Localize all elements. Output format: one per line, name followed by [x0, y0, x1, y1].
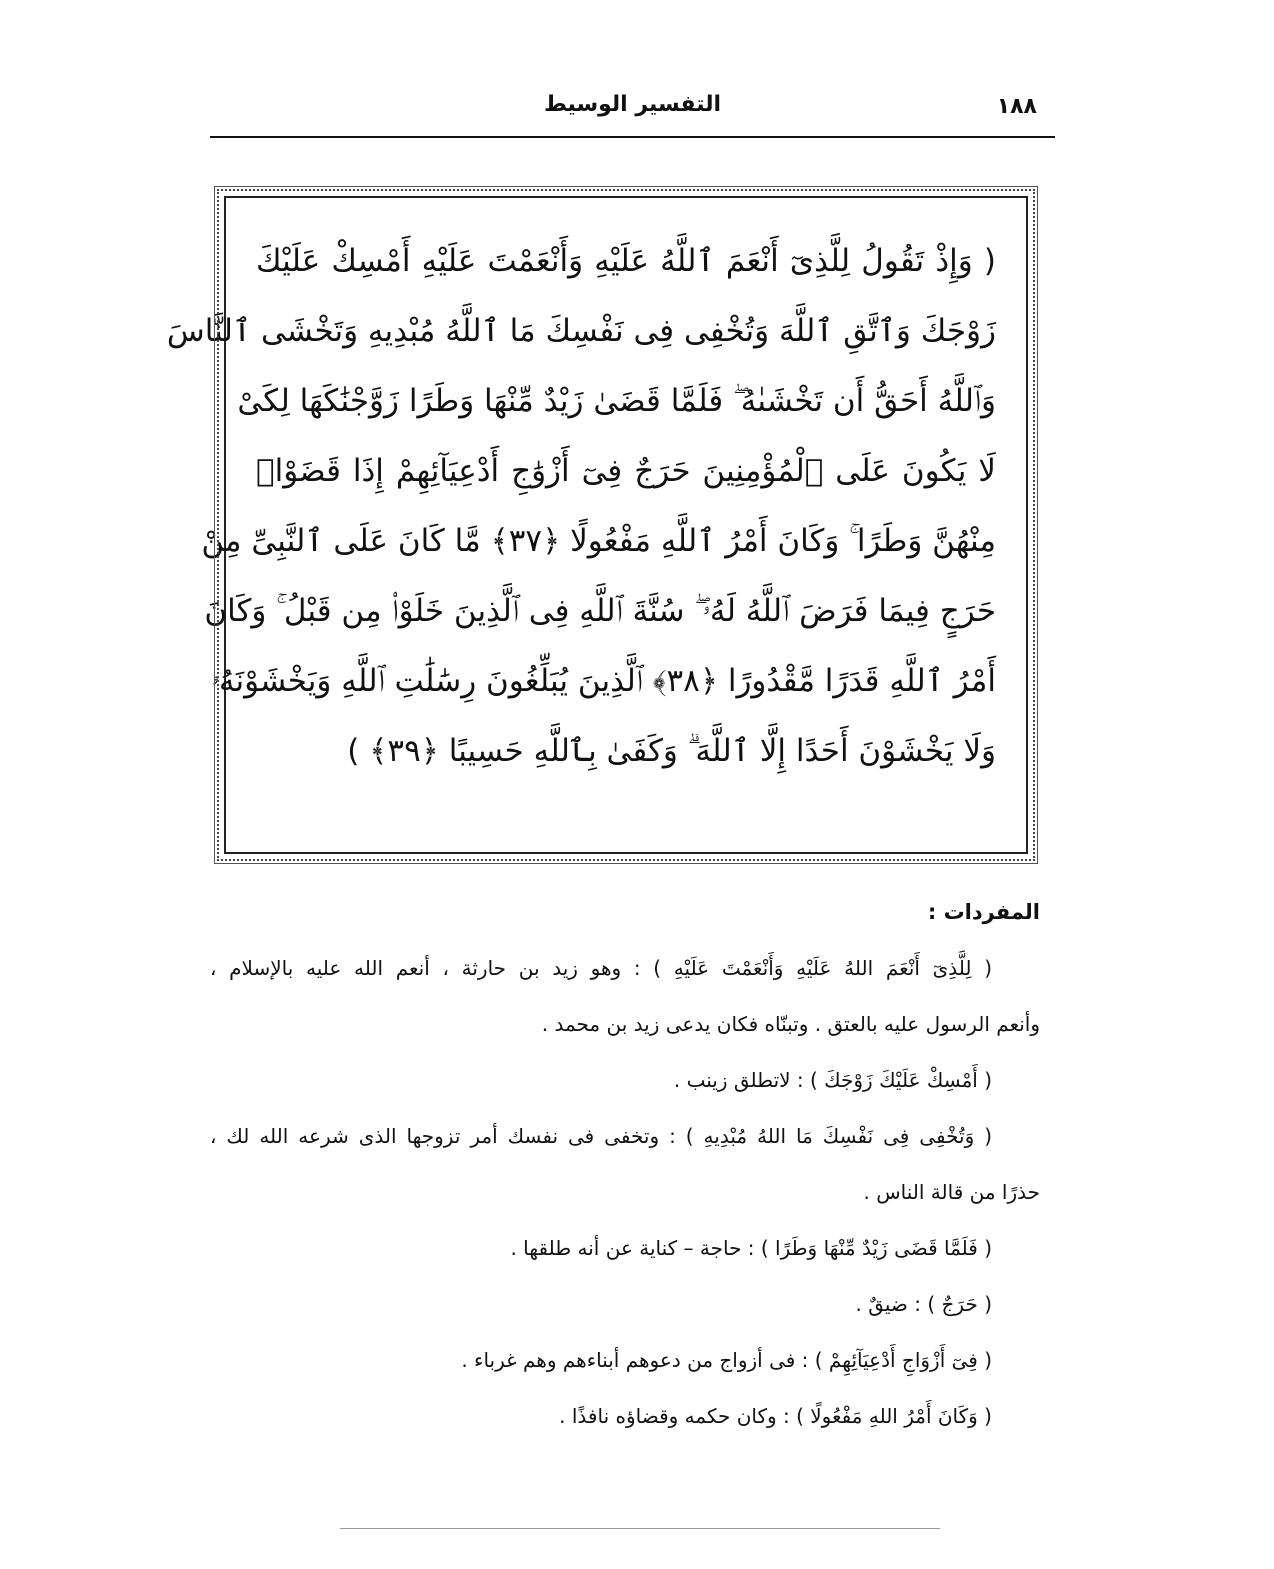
- vocabulary-entry: ( فَلَمَّا قَضَى زَيْدٌ مِّنْهَا وَطَرًا ) : حاجة – كناية عن أنه طلقها .: [510, 1236, 992, 1260]
- verse-line: لَا يَكُونَ عَلَى ٱلْمُؤْمِنِينَ حَرَجٌ فِىٓ أَزْوَٰجِ أَدْعِيَآئِهِمْ إِذَا قَضَوْا۟: [256, 453, 996, 489]
- vocabulary-heading: المفردات :: [927, 900, 1040, 924]
- vocabulary-entry: ( وَكَانَ أَمْرُ اللهِ مَفْعُولًا ) : وكان حكمه وقضاؤه نافذًا .: [559, 1404, 992, 1428]
- vocabulary-section: [210, 892, 1040, 1444]
- page-header: [210, 88, 1055, 132]
- vocabulary-entry: ( وَتُخْفِى فِى نَفْسِكَ مَا اللهُ مُبْدِيهِ ) : وتخفى فى نفسك أمر تزوجها الذى شرعه الله لك ،: [210, 1124, 992, 1148]
- quran-verse-box: [166, 196, 1028, 854]
- vocabulary-entry: ( لِلَّذِىٓ أَنْعَمَ اللهُ عَلَيْهِ وَأَنْعَمْتَ عَلَيْهِ ) : وهو زيد بن حارثة ، أنعم الله عليه بالإسلام ،: [210, 956, 992, 980]
- verse-line: زَوْجَكَ وَٱتَّقِ ٱللَّهَ وَتُخْفِى فِى نَفْسِكَ مَا ٱللَّهُ مُبْدِيهِ وَتَخْشَى ٱلنَّاسَ: [166, 313, 996, 349]
- verse-line: حَرَجٍ فِيمَا فَرَضَ ٱللَّهُ لَهُۥ ۖ سُنَّةَ ٱللَّهِ فِى ٱلَّذِينَ خَلَوْا۟ مِن قَبْلُ ۚ وَكَانَ: [204, 593, 996, 629]
- verse-line: وَٱللَّهُ أَحَقُّ أَن تَخْشَىٰهُ ۖ فَلَمَّا قَضَىٰ زَيْدٌ مِّنْهَا وَطَرًا زَوَّجْنَٰكَهَا لِكَىْ: [237, 383, 996, 419]
- running-title: التفسير الوسيط: [543, 92, 722, 117]
- verse-line: أَمْرُ ٱللَّهِ قَدَرًا مَّقْدُورًا ﴿٣٨﴾ ٱلَّذِينَ يُبَلِّغُونَ رِسَٰلَٰتِ ٱللَّهِ وَيَخْشَوْنَهُۥ: [211, 663, 996, 699]
- vocabulary-entry-continuation: وأنعم الرسول عليه بالعتق . وتبنّاه فكان يدعى زيد بن محمد .: [541, 1012, 1040, 1036]
- verse-line: ( وَإِذْ تَقُولُ لِلَّذِىٓ أَنْعَمَ ٱللَّهُ عَلَيْهِ وَأَنْعَمْتَ عَلَيْهِ أَمْسِكْ عَلَيْكَ: [256, 243, 996, 279]
- page-number: ١٨٨: [996, 94, 1037, 119]
- vocabulary-entry: ( أَمْسِكْ عَلَيْكَ زَوْجَكَ ) : لاتطلق زينب .: [673, 1068, 992, 1092]
- footer-divider: [340, 1528, 940, 1529]
- header-divider: [210, 136, 1055, 138]
- verse-line: مِنْهُنَّ وَطَرًا ۚ وَكَانَ أَمْرُ ٱللَّهِ مَفْعُولًا ﴿٣٧﴾ مَّا كَانَ عَلَى ٱلنَّبِىِّ مِنْ: [201, 523, 996, 559]
- verse-line: وَلَا يَخْشَوْنَ أَحَدًا إِلَّا ٱللَّهَ ۗ وَكَفَىٰ بِٱللَّهِ حَسِيبًا ﴿٣٩﴾ ): [347, 733, 996, 769]
- vocabulary-entry-continuation: حذرًا من قالة الناس .: [863, 1180, 1040, 1204]
- vocabulary-entry: ( فِىٓ أَزْوَاجِ أَدْعِيَآئِهِمْ ) : فى أزواج من دعوهم أبناءهم وهم غرباء .: [461, 1348, 992, 1372]
- vocabulary-entry: ( حَرَجٌ ) : ضيقٌ .: [855, 1292, 992, 1316]
